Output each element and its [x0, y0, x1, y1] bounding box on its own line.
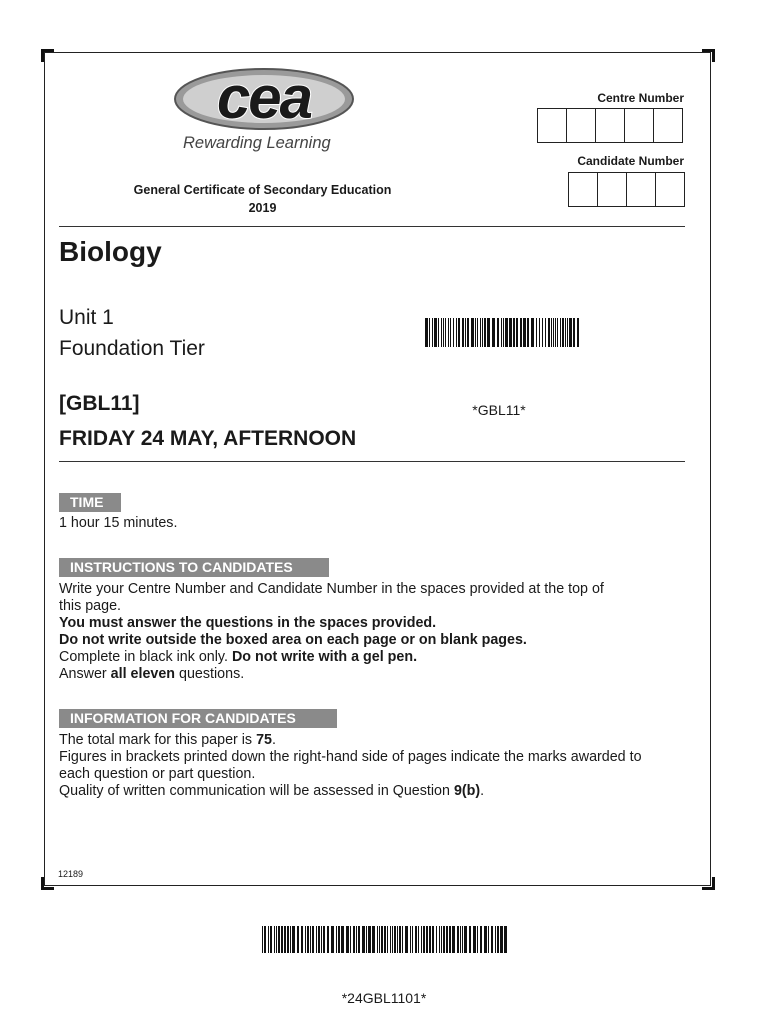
barcode-bar — [542, 318, 543, 347]
barcode-bar — [392, 926, 393, 953]
instructions-section — [59, 581, 699, 683]
instruction-emphasis: all eleven — [110, 666, 176, 682]
barcode-bar — [569, 318, 572, 347]
barcode-bar — [495, 926, 496, 953]
barcode-bar — [482, 318, 483, 347]
barcode-bar — [505, 318, 508, 347]
information-line: each question or part question. — [59, 766, 256, 782]
barcode-bar — [555, 318, 556, 347]
barcode-bar — [551, 318, 552, 347]
barcode-bar — [292, 926, 295, 953]
subject-title: Biology — [59, 236, 162, 267]
information-section — [59, 732, 699, 800]
barcode-bar — [497, 318, 499, 347]
barcode-bar — [410, 926, 411, 953]
barcode-bar — [457, 926, 459, 953]
paper-barcode — [425, 318, 581, 347]
centre-number-cell[interactable] — [596, 109, 625, 142]
barcode-bar — [527, 318, 529, 347]
barcode-bar — [368, 926, 371, 953]
barcode-bar — [439, 926, 440, 953]
instruction-text: Complete in black ink only. — [59, 649, 232, 665]
divider-middle — [59, 461, 685, 462]
divider-top — [59, 226, 685, 227]
barcode-bar — [321, 926, 322, 953]
barcode-bar — [432, 926, 434, 953]
barcode-bar — [346, 926, 349, 953]
barcode-bar — [438, 318, 439, 347]
barcode-bar — [497, 926, 499, 953]
barcode-bar — [327, 926, 329, 953]
barcode-bar — [362, 926, 365, 953]
barcode-bar — [462, 318, 464, 347]
barcode-bar — [278, 926, 280, 953]
information-line — [59, 732, 699, 749]
barcode-bar — [312, 926, 314, 953]
information-heading: INFORMATION FOR CANDIDATES — [59, 709, 337, 728]
barcode-bar — [501, 318, 502, 347]
barcode-bar — [523, 318, 526, 347]
barcode-bar — [432, 318, 433, 347]
barcode-bar — [464, 926, 467, 953]
barcode-bar — [484, 318, 486, 347]
instruction-line — [59, 666, 699, 683]
barcode-bar — [402, 926, 403, 953]
unit-block — [59, 302, 205, 364]
barcode-bar — [323, 926, 325, 953]
barcode-bar — [471, 318, 474, 347]
exam-date: FRIDAY 24 MAY, AFTERNOON — [59, 427, 357, 450]
barcode-bar — [284, 926, 286, 953]
barcode-bar — [504, 926, 507, 953]
corner-mark-top-right — [702, 49, 715, 62]
barcode-bar — [443, 926, 445, 953]
barcode-bar — [372, 926, 375, 953]
barcode-bar — [449, 926, 451, 953]
barcode-bar — [276, 926, 277, 953]
barcode-bar — [509, 318, 512, 347]
barcode-bar — [415, 926, 417, 953]
qwc-question: 9(b) — [453, 783, 481, 799]
barcode-bar — [281, 926, 283, 953]
barcode-bar — [503, 318, 504, 347]
barcode-bar — [434, 318, 437, 347]
barcode-bar — [477, 318, 478, 347]
footer-barcode — [262, 926, 508, 953]
barcode-bar — [553, 318, 554, 347]
centre-number-label: Centre Number — [597, 91, 684, 105]
instructions-heading: INSTRUCTIONS TO CANDIDATES — [59, 558, 329, 577]
barcode-bar — [287, 926, 289, 953]
paper-code: [GBL11] — [59, 392, 140, 415]
barcode-bar — [429, 926, 431, 953]
instruction-text: questions. — [175, 666, 245, 682]
barcode-bar — [425, 318, 428, 347]
barcode-bar — [316, 926, 317, 953]
instruction-line: Do not write outside the boxed area on each page or on blank pages. — [59, 632, 527, 648]
barcode-bar — [516, 318, 518, 347]
centre-number-cell[interactable] — [538, 109, 567, 142]
centre-number-cell[interactable] — [625, 109, 654, 142]
barcode-bar — [358, 926, 360, 953]
barcode-bar — [353, 926, 355, 953]
barcode-bar — [441, 318, 442, 347]
barcode-bar — [381, 926, 383, 953]
barcode-bar — [548, 318, 550, 347]
barcode-bar — [399, 926, 401, 953]
barcode-bar — [456, 318, 457, 347]
barcode-bar — [423, 926, 425, 953]
qualification-block — [110, 181, 415, 217]
barcode-bar — [520, 318, 522, 347]
barcode-bar — [441, 926, 442, 953]
instruction-text: Answer — [59, 666, 111, 682]
barcode-bar — [297, 926, 299, 953]
barcode-bar — [270, 926, 272, 953]
barcode-bar — [338, 926, 340, 953]
barcode-bar — [436, 926, 437, 953]
information-text: The total mark for this paper is — [59, 732, 257, 748]
barcode-bar — [480, 318, 481, 347]
barcode-bar — [264, 926, 266, 953]
barcode-bar — [310, 926, 311, 953]
candidate-number-cell[interactable] — [598, 173, 627, 206]
barcode-bar — [475, 318, 476, 347]
barcode-bar — [448, 318, 449, 347]
exam-year: 2019 — [248, 201, 277, 215]
unit-label: Unit 1 — [59, 306, 114, 329]
barcode-bar — [397, 926, 398, 953]
barcode-bar — [492, 318, 495, 347]
barcode-bar — [465, 318, 466, 347]
candidate-number-label: Candidate Number — [577, 154, 684, 168]
time-value: 1 hour 15 minutes. — [59, 515, 178, 531]
candidate-number-cell[interactable] — [656, 173, 684, 206]
barcode-bar — [477, 926, 478, 953]
barcode-bar — [557, 318, 558, 347]
tier-label: Foundation Tier — [59, 337, 205, 360]
centre-number-cell[interactable] — [654, 109, 682, 142]
barcode-bar — [262, 926, 263, 953]
barcode-bar — [531, 318, 534, 347]
barcode-bar — [443, 318, 444, 347]
cea-logo — [172, 66, 356, 132]
barcode-bar — [562, 318, 564, 347]
corner-mark-top-left — [41, 49, 54, 62]
barcode-bar — [268, 926, 269, 953]
time-section — [59, 515, 699, 532]
barcode-bar — [487, 318, 490, 347]
barcode-bar — [452, 926, 455, 953]
paper-barcode-text: *GBL11* — [472, 402, 526, 418]
barcode-bar — [405, 926, 408, 953]
barcode-bar — [341, 926, 344, 953]
instruction-emphasis: Do not write with a gel pen. — [231, 649, 418, 665]
barcode-bar — [565, 318, 566, 347]
barcode-bar — [473, 926, 476, 953]
corner-mark-bottom-right — [702, 877, 715, 890]
barcode-bar — [384, 926, 386, 953]
instruction-line — [59, 649, 699, 666]
barcode-bar — [377, 926, 378, 953]
footer-barcode-text: *24GBL1101* — [341, 990, 427, 1006]
barcode-bar — [301, 926, 303, 953]
centre-number-cell[interactable] — [567, 109, 596, 142]
candidate-number-cell[interactable] — [569, 173, 598, 206]
barcode-bar — [567, 318, 568, 347]
barcode-bar — [429, 318, 430, 347]
barcode-bar — [536, 318, 537, 347]
barcode-bar — [418, 926, 419, 953]
barcode-bar — [545, 318, 546, 347]
barcode-bar — [379, 926, 380, 953]
information-line: Figures in brackets printed down the right-hand side of pages indicate the marks awarded to — [59, 749, 642, 765]
barcode-bar — [450, 318, 451, 347]
barcode-bar — [290, 926, 291, 953]
logo-tagline: Rewarding Learning — [183, 134, 331, 152]
barcode-bar — [274, 926, 275, 953]
barcode-bar — [421, 926, 422, 953]
barcode-bar — [484, 926, 487, 953]
barcode-bar — [458, 318, 460, 347]
candidate-number-cell[interactable] — [627, 173, 656, 206]
information-text: . — [271, 732, 276, 748]
corner-mark-bottom-left — [41, 877, 54, 890]
total-marks: 75 — [256, 732, 272, 748]
barcode-bar — [469, 926, 471, 953]
barcode-bar — [412, 926, 413, 953]
paper-reference: 12189 — [58, 869, 84, 879]
barcode-bar — [560, 318, 561, 347]
barcode-bar — [500, 926, 503, 953]
barcode-bar — [462, 926, 463, 953]
barcode-bar — [318, 926, 320, 953]
barcode-bar — [453, 318, 454, 347]
barcode-bar — [350, 926, 351, 953]
information-text: Quality of written communication will be assessed in Question — [59, 783, 454, 799]
barcode-bar — [577, 318, 579, 347]
qualification-title: General Certificate of Secondary Education — [133, 183, 392, 197]
barcode-bar — [356, 926, 357, 953]
barcode-bar — [539, 318, 540, 347]
barcode-bar — [573, 318, 575, 347]
barcode-bar — [491, 926, 493, 953]
barcode-bar — [307, 926, 309, 953]
instruction-line: You must answer the questions in the spaces provided. — [59, 615, 437, 631]
barcode-bar — [387, 926, 388, 953]
barcode-bar — [305, 926, 306, 953]
barcode-bar — [336, 926, 337, 953]
logo-wordmark: cea — [216, 66, 312, 131]
barcode-bar — [390, 926, 391, 953]
barcode-bar — [366, 926, 367, 953]
barcode-bar — [467, 318, 469, 347]
barcode-bar — [488, 926, 489, 953]
candidate-number-boxes[interactable] — [568, 172, 685, 207]
centre-number-boxes[interactable] — [537, 108, 683, 143]
barcode-bar — [426, 926, 428, 953]
barcode-bar — [513, 318, 515, 347]
time-heading: TIME — [59, 493, 121, 512]
barcode-bar — [331, 926, 334, 953]
instruction-line: Write your Centre Number and Candidate Number in the spaces provided at the top of — [59, 581, 604, 597]
barcode-bar — [480, 926, 482, 953]
instruction-line: this page. — [59, 598, 121, 614]
barcode-bar — [460, 926, 461, 953]
information-text: . — [480, 783, 485, 799]
barcode-bar — [446, 926, 448, 953]
information-line — [59, 783, 699, 800]
barcode-bar — [394, 926, 396, 953]
barcode-bar — [445, 318, 446, 347]
